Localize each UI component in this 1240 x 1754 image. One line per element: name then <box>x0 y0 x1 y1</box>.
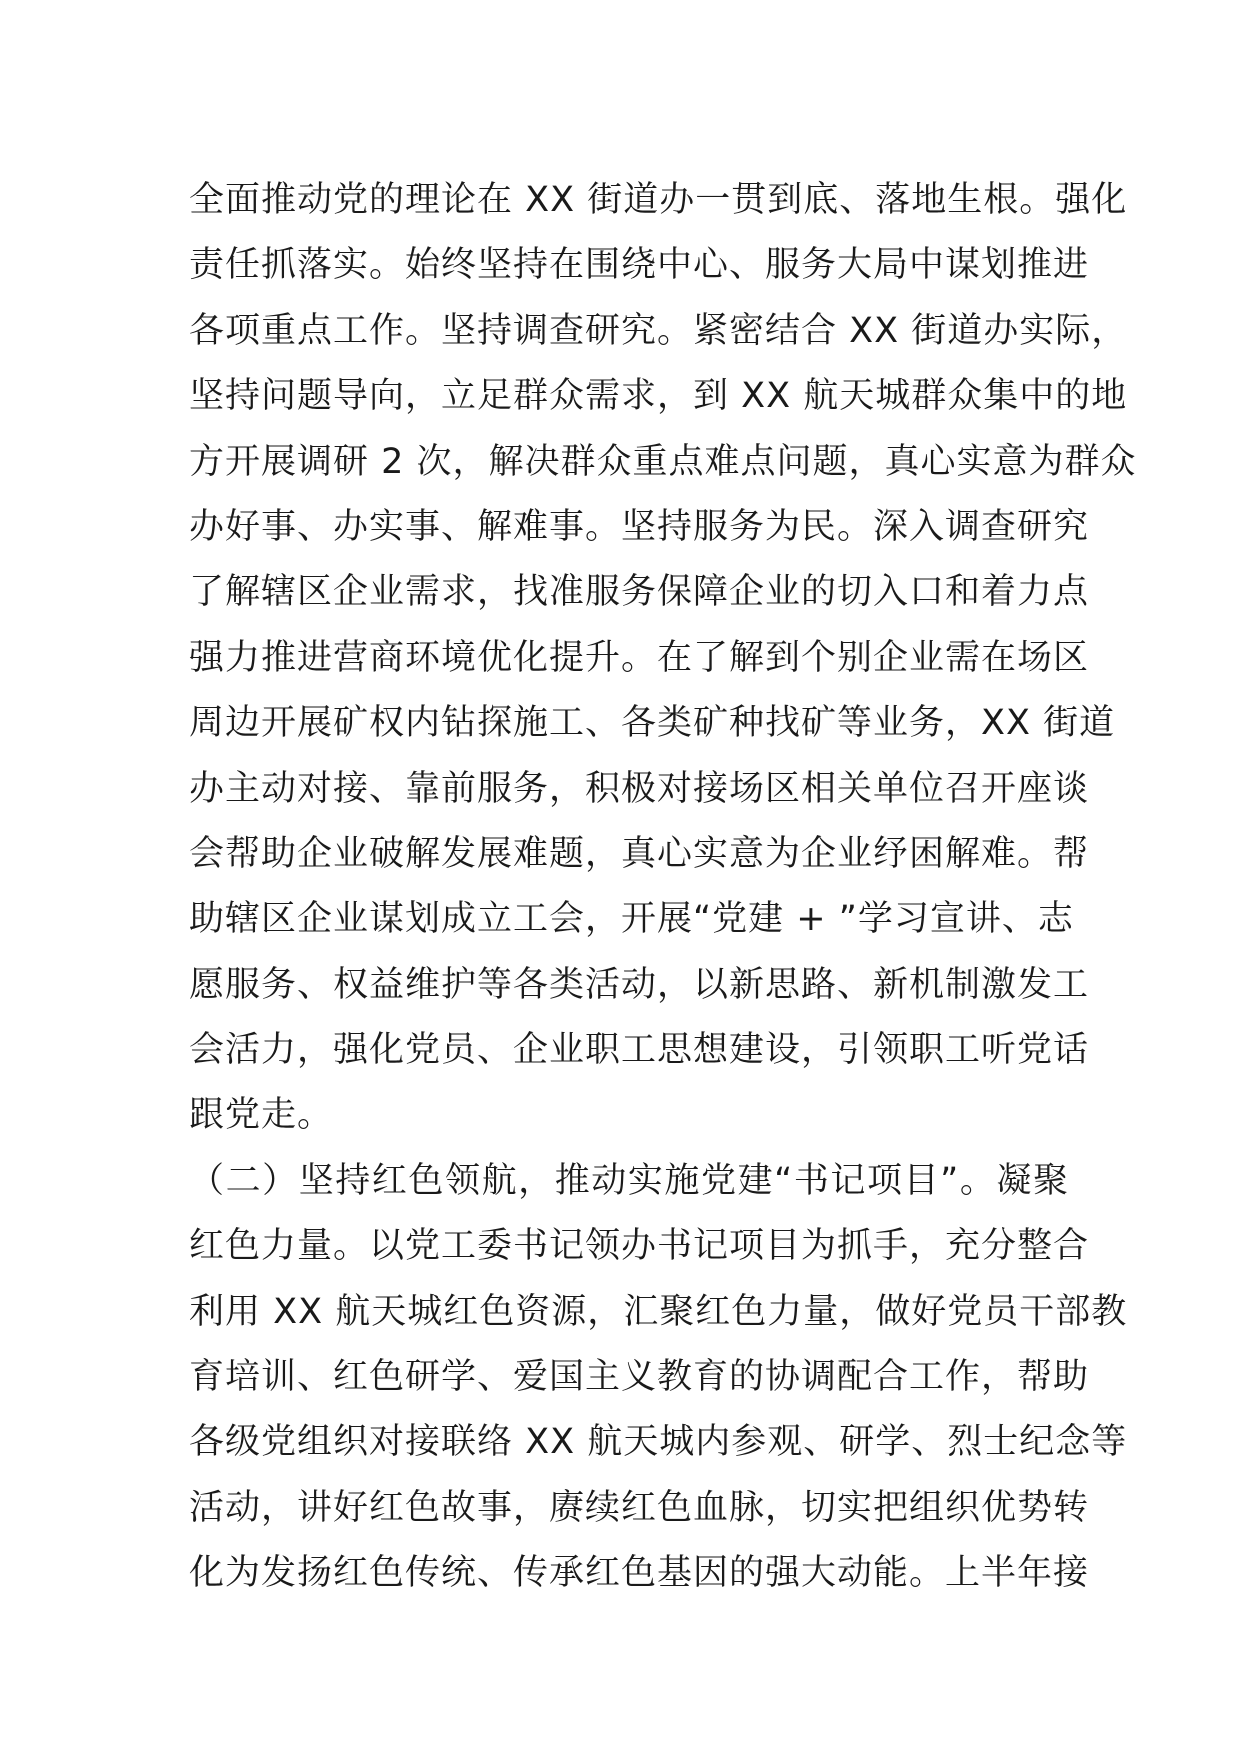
text-line: 强力推进营商环境优化提升。在了解到个别企业需在场区 <box>189 637 1090 678</box>
text-line: 各项重点工作。坚持调查研究。紧密结合 XX 街道办实际， <box>189 310 1128 351</box>
text-line: 会活力，强化党员、企业职工思想建设，引领职工听党话 <box>189 1030 1090 1071</box>
section-heading-line: （二）坚持红色领航，推动实施党建“书记项目”。凝聚 <box>189 1160 1069 1201</box>
text-line: 坚持问题导向，立足群众需求，到 XX 航天城群众集中的地 <box>189 376 1128 417</box>
text-line: 红色力量。以党工委书记领办书记项目为抓手，充分整合 <box>189 1226 1090 1267</box>
text-line: 责任抓落实。始终坚持在围绕中心、服务大局中谋划推进 <box>189 245 1090 286</box>
text-line: 办好事、办实事、解难事。坚持服务为民。深入调查研究 <box>189 506 1090 547</box>
text-line: 化为发扬红色传统、传承红色基因的强大动能。上半年接 <box>189 1553 1090 1594</box>
body-text <box>189 168 1137 1607</box>
text-line: 全面推动党的理论在 XX 街道办一贯到底、落地生根。强化 <box>189 180 1128 220</box>
text-line: 育培训、红色研学、爱国主义教育的协调配合工作，帮助 <box>189 1357 1090 1398</box>
text-line: 了解辖区企业需求，找准服务保障企业的切入口和着力点 <box>189 572 1090 613</box>
text-line: 会帮助企业破解发展难题，真心实意为企业纾困解难。帮 <box>189 833 1090 874</box>
text-line: 愿服务、权益维护等各类活动，以新思路、新机制激发工 <box>189 964 1090 1005</box>
text-line: 周边开展矿权内钻探施工、各类矿种找矿等业务，XX 街道 <box>189 703 1116 744</box>
text-line: 助辖区企业谋划成立工会，开展“党建 + ”学习宣讲、志 <box>189 899 1074 940</box>
text-line: 各级党组织对接联络 XX 航天城内参观、研学、烈士纪念等 <box>189 1422 1128 1463</box>
text-line: 方开展调研 2 次，解决群众重点难点问题，真心实意为群众 <box>189 441 1137 482</box>
text-line: 利用 XX 航天城红色资源，汇聚红色力量，做好党员干部教 <box>189 1291 1128 1332</box>
text-line: 办主动对接、靠前服务，积极对接场区相关单位召开座谈 <box>189 768 1090 809</box>
paragraph-end-line: 跟党走。 <box>189 1095 334 1136</box>
text-line: 活动，讲好红色故事，赓续红色血脉，切实把组织优势转 <box>189 1487 1090 1528</box>
